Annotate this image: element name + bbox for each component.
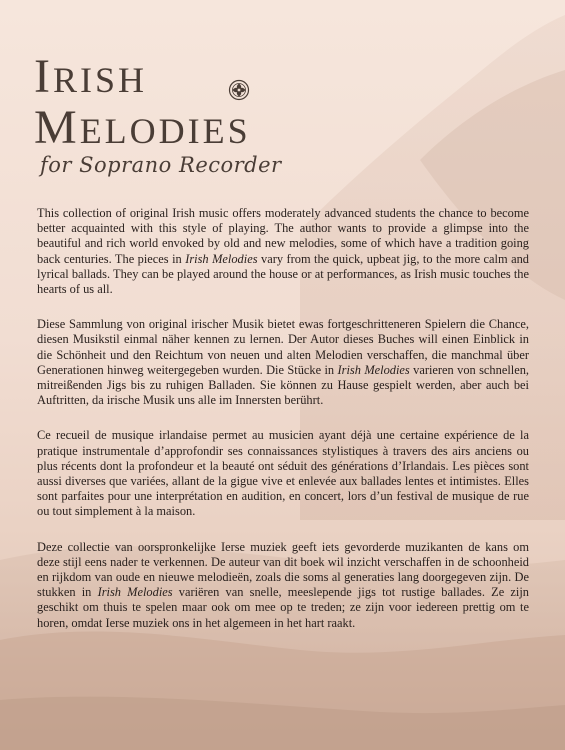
- paragraph-french-text: Ce recueil de musique irlandaise permet au musicien ayant déjà une certaine expérience de la pratique instrumentale d’approfondir ses connaissances stylistiques à travers des airs anciens ou plus récents dont la profondeur et la beauté ont séduit des générations d’Irlandais. Les pièces sont aussi diverses que variées, allant de la gigue vive et enlevée aux ballades lentes et intimistes. Elles sont parfaites pour une interprétation en audition, en concert, lors d’un festival de musique de rue ou tout simplement à la maison.: [37, 428, 529, 519]
- title-melodies-initial: M: [34, 101, 80, 154]
- paragraph-german: [37, 317, 529, 408]
- celtic-knot-icon: [228, 79, 250, 101]
- paragraph-english-text-2: vary from the quick, upbeat jig, to the more calm and lyrical ballads. They can be played around the house or at performances, as Irish music touches the hearts of us all.: [37, 251, 529, 297]
- paragraph-dutch-text-2: variëren van snelle, meeslepende jigs tot rustige ballades. Ze zijn geschikt om thuis te spelen maar ook om mee op te treden; ze zijn voor iedereen prettig om te horen, omdat Ierse muziek ons in het algemeen in het hart raakt.: [37, 585, 529, 630]
- paragraph-german-text-1: Diese Sammlung von original irischer Musik bietet ewas fortgeschritteneren Spielern die Chance, diesen Musikstil einmal näher kennen zu lernen. Der Autor dieses Buches will einen Einblick in die Schönheit und den Reichtum von neuen und alten Melodien verschaffen, die manchmal über Generationen hinweg weitergegeben wurden. Die Stücke in: [37, 317, 529, 377]
- title-melodies: [34, 101, 251, 154]
- paragraph-english-text-1: This collection of original Irish music offers moderately advanced students the chance to become better acquainted with this style of playing. The author wants to provide a glimpse into the beautiful and rich world envoked by old and new melodies, some of which have a tradition going back centuries. The pieces in: [37, 206, 529, 266]
- paragraph-french: [37, 428, 529, 519]
- paragraph-english: [37, 206, 529, 297]
- title-irish-rest: RISH: [52, 60, 148, 100]
- paragraph-dutch-book-title: Irish Melodies: [97, 585, 173, 600]
- title-melodies-rest: ELODIES: [79, 111, 251, 151]
- paragraph-german-text-2: varieren von schnellen, mitreißenden Jigs bis zu ruhigen Balladen. Sie können zu Hause gespielt werden, aber auch bei Auftritten, da irische Musik uns alle im Innersten berührt.: [37, 362, 529, 408]
- paragraph-german-book-title: Irish Melodies: [337, 362, 410, 377]
- description-text: [37, 206, 529, 651]
- paragraph-dutch: [37, 540, 529, 631]
- paragraph-dutch-text-1: Deze collectie van oorspronkelijke Ierse muziek geeft iets gevorderde muzikanten de kans om deze stijl eens nader te verkennen. De auteur van dit boek wil inzicht verschaffen in de schoonheid en rijkdom van oude en nieuwe melodieën, zoals die soms al generaties lang doorgegeven zijn. De stukken in: [37, 539, 529, 600]
- paragraph-english-book-title: Irish Melodies: [185, 251, 258, 266]
- title-irish-initial: I: [34, 50, 53, 103]
- title-irish: [34, 50, 148, 103]
- subtitle: for Soprano Recorder: [40, 153, 282, 177]
